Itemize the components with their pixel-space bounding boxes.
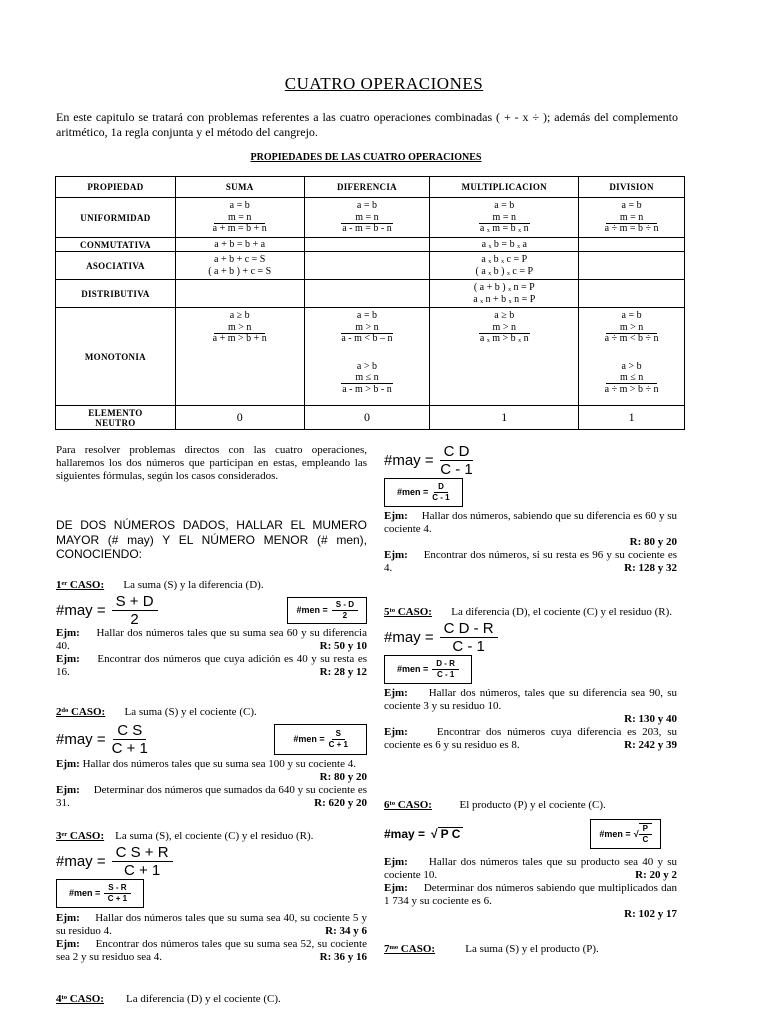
header-suma: SUMA bbox=[175, 177, 304, 198]
cell-mul: a ≥ b m > n a ₓ m > b ₓ n bbox=[430, 308, 579, 406]
row-monotonia bbox=[56, 308, 685, 406]
caso-4: #may = $\frac{\text{C D}}{C - 1}$ #men = $\frac{D}{C - 1}$ Ejm: Hallar dos números, sabiendo que su diferencia es 60 y su cociente 4. R: 80 y 20 Ejm: Encontrar dos números, si su resta es 96 y su cociente es 4. R: 128 y 32 bbox=[384, 442, 678, 574]
cell-mul: a ₓ b = b ₓ a bbox=[430, 238, 579, 252]
formula-men: #men = $\frac{S - D}{2}$ bbox=[287, 597, 367, 624]
cell-div bbox=[579, 238, 685, 252]
row-label: CONMUTATIVA bbox=[56, 238, 176, 252]
header-diferencia: DIFERENCIA bbox=[304, 177, 430, 198]
intro-paragraph: En este capitulo se tratará con problemas referentes a las cuatro operaciones combinadas ( + - x ÷ ); además del complemento aritmético, 1a regla conjunta y el método del cangrejo. bbox=[56, 110, 678, 139]
caso-4-title: 4ᵗᵒ CASO: La diferencia (D) y el cociente (C). bbox=[56, 993, 281, 1005]
formula-may: #may = √ P C bbox=[384, 827, 463, 841]
cell-dif: 0 bbox=[304, 406, 430, 430]
formula-may: #may = $\frac{\text{C D}}{C - 1}$ bbox=[384, 442, 473, 478]
table-title: PROPIEDADES DE LAS CUATRO OPERACIONES bbox=[250, 152, 482, 163]
cell-suma bbox=[175, 280, 304, 308]
cell-dif: a = b m = n a - m = b - n bbox=[304, 198, 430, 238]
row-label: ELEMENTO NEUTRO bbox=[56, 406, 176, 430]
cell-mul: a = b m = n a ₓ m = b ₓ n bbox=[430, 198, 579, 238]
cell-suma: a = b m = n a + m = b + n bbox=[175, 198, 304, 238]
cell-div: a = b m > n a ÷ m < b ÷ n a > b m ≤ n a ÷ m > b ÷ n bbox=[579, 308, 685, 406]
row-label: DISTRIBUTIVA bbox=[56, 280, 176, 308]
cell-div: a = b m = n a ÷ m = b ÷ n bbox=[579, 198, 685, 238]
properties-table bbox=[55, 176, 685, 430]
row-label: UNIFORMIDAD bbox=[56, 198, 176, 238]
cell-suma: a + b + c = S ( a + b ) + c = S bbox=[175, 252, 304, 280]
cell-mul: ( a + b ) ₓ n = P a ₓ n + b ₓ n = P bbox=[430, 280, 579, 308]
formula-men: #men = $\frac{D}{C - 1}$ bbox=[384, 478, 463, 507]
row-asociativa bbox=[56, 252, 685, 280]
caso-6: 6ᵗᵒ CASO: El producto (P) y el cociente (C). #may = √ P C #men = √ $\frac{P}{C}$ Ejm: Hallar dos números tales que su producto sea 40 y su cociente 10. R: 20 y 2 Ejm: Determinar dos números sabiendo que multiplicados dan 1 734 y su cociente es 6. R: 102 y 17 bbox=[384, 799, 678, 920]
formula-men: #men = $\frac{S - R}{C + 1}$ bbox=[56, 879, 144, 908]
cell-suma: a ≥ b m > n a + m > b + n bbox=[175, 308, 304, 406]
formula-may: #may = $\frac{\text{C S + R}}{C + 1}$ bbox=[56, 843, 367, 879]
cell-suma: a + b = b + a bbox=[175, 238, 304, 252]
row-conmutativa bbox=[56, 238, 685, 252]
caso-7-title: 7ᵐᵒ CASO: La suma (S) y el producto (P). bbox=[384, 943, 599, 955]
left-intro: Para resolver problemas directos con las cuatro operaciones, hallaremos los dos números que participan en estas, empleando las siguientes fórmulas, según los casos considerados. bbox=[56, 444, 367, 482]
row-uniformidad bbox=[56, 198, 685, 238]
caso-3: 3ᵉʳ CASO: La suma (S), el cociente (C) y el residuo (R). #may = $\frac{\text{C S + R}}{C + 1}$ #men = $\frac{S - R}{C + 1}$ Ejm: Hallar dos números tales que su suma sea 40, su cociente 5 y su residuo 4. R: 34 y 6 Ejm: Encontrar dos números tales que su suma sea 52, su cociente sea 2 y su residuo sea 4. R: 36 y 16 bbox=[56, 830, 368, 963]
formula-may: #may = $\frac{S + D}{2}$ bbox=[56, 593, 158, 628]
cell-mul: 1 bbox=[430, 406, 579, 430]
cell-mul: a ₓ b ₓ c = P ( a ₓ b ) ₓ c = P bbox=[430, 252, 579, 280]
row-neutro bbox=[56, 406, 685, 430]
row-label: MONOTONIA bbox=[56, 308, 176, 406]
cell-suma: 0 bbox=[175, 406, 304, 430]
cell-dif bbox=[304, 280, 430, 308]
page-title: CUATRO OPERACIONES bbox=[284, 74, 484, 93]
cell-dif: a = b m > n a - m < b – n a > b m ≤ n a - m > b - n bbox=[304, 308, 430, 406]
formula-men: #men = $\frac{D - R}{C - 1}$ bbox=[384, 655, 472, 684]
formula-may: #may = $\frac{\text{C S}}{C + 1}$ bbox=[56, 721, 148, 757]
formula-men: #men = √ $\frac{P}{C}$ bbox=[590, 819, 661, 849]
caso-5: 5ᵗᵒ CASO: La diferencia (D), el cociente (C) y el residuo (R). #may = $\frac{\text{C D - R}}{C - 1}$ #men = $\frac{D - R}{C - 1}$ Ejm: Hallar dos números, tales que su diferencia sea 90, su cociente 3 y su residuo 10. R: 130 y 40 Ejm: Encontrar dos números cuya diferencia es 203, su cociente es 6 y su residuo es 8. R: 242 y 39 bbox=[384, 606, 677, 751]
row-label: ASOCIATIVA bbox=[56, 252, 176, 280]
header-multiplicacion: MULTIPLICACION bbox=[430, 177, 579, 198]
cell-div bbox=[579, 252, 685, 280]
cell-div bbox=[579, 280, 685, 308]
header-division: DIVISION bbox=[579, 177, 685, 198]
caso-1: 1ᵉʳ CASO: La suma (S) y la diferencia (D). #may = $\frac{S + D}{2}$ #men = $\frac{S - D}{2}$ Ejm: Hallar dos números tales que su suma sea 60 y su diferencia 40. R: 50 y 10 Ejm: Encontrar dos números que cuya adición es 40 y su resta es 16. R: 28 y 12 bbox=[56, 579, 368, 678]
caso-2: 2ᵈᵒ CASO: La suma (S) y el cociente (C). #may = $\frac{\text{C S}}{C + 1}$ #men = $\frac{S}{C + 1}$ Ejm: Hallar dos números tales que su suma sea 100 y su cociente 4. R: 80 y 20 Ejm: Determinar dos números que sumados da 640 y su cociente es 31. R: 620 y 20 bbox=[56, 706, 367, 809]
table-header-row bbox=[56, 177, 685, 198]
cell-div: 1 bbox=[579, 406, 685, 430]
cell-dif bbox=[304, 238, 430, 252]
formula-may: #may = $\frac{\text{C D - R}}{C - 1}$ bbox=[384, 619, 677, 655]
row-distributiva bbox=[56, 280, 685, 308]
cell-dif bbox=[304, 252, 430, 280]
formula-men: #men = $\frac{S}{C + 1}$ bbox=[274, 724, 367, 755]
header-propiedad: PROPIEDAD bbox=[56, 177, 176, 198]
left-heading: DE DOS NÚMEROS DADOS, HALLAR EL MUMERO MAYOR (# may) Y EL NÚMERO MENOR (# men), CONOCIENDO: bbox=[56, 518, 367, 561]
